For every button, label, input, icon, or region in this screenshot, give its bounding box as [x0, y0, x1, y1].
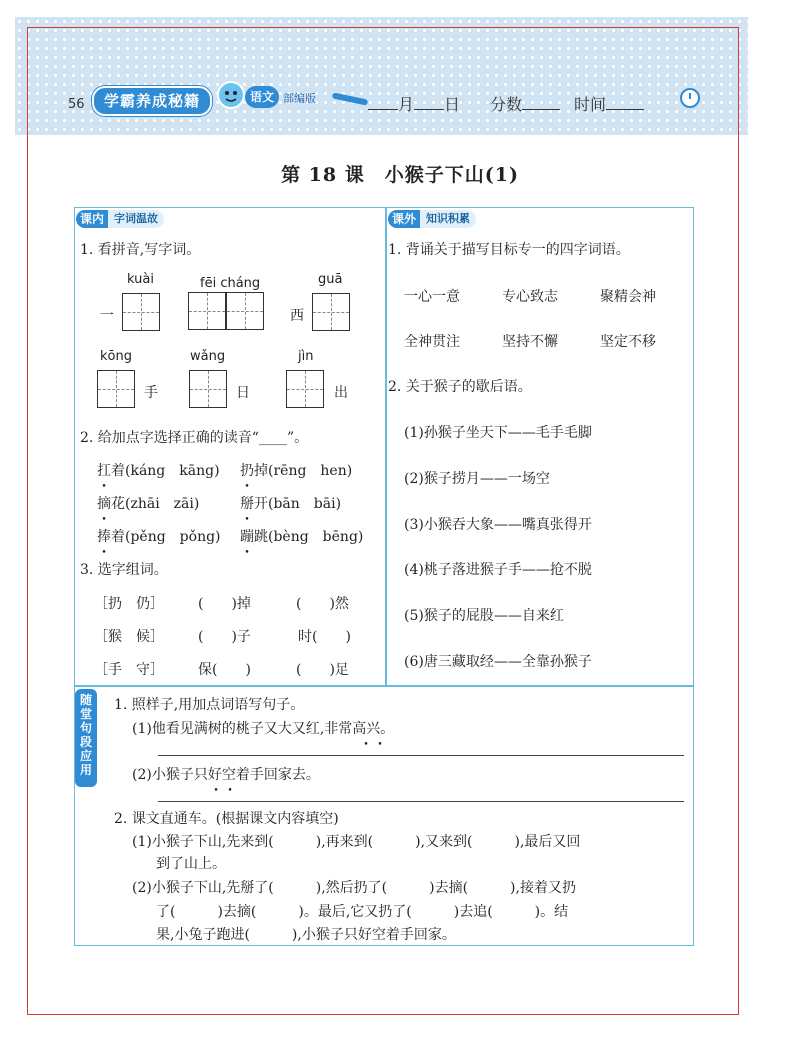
pinyin-5: wǎng — [190, 349, 226, 364]
saying-3: (3)小猴吞大象——嘴真张得开 — [404, 517, 592, 533]
tian-grid-7[interactable] — [286, 370, 324, 408]
tian-grid-2[interactable] — [188, 292, 226, 330]
date-score-fields — [368, 92, 644, 115]
saying-2: (2)猴子捞月——一场空 — [404, 471, 550, 487]
right-q2: 2. 关于猴子的歇后语。 — [388, 379, 532, 395]
subject-badge: 语文 — [245, 86, 279, 108]
mascot-icon — [216, 80, 246, 110]
q3-row3-a[interactable]: 保( ) — [198, 662, 251, 678]
q2-row3-b[interactable]: 蹦跳(bèng bēng) — [240, 529, 364, 545]
idiom-3: 聚精会神 — [600, 289, 656, 305]
bottom-section-tag: 随 堂 句 段 应 用 — [75, 689, 97, 787]
pinyin-4: kōng — [100, 349, 132, 364]
char-ri: 日 — [236, 385, 250, 401]
bottom-q1-item1: (1)他看见满树的桃子又大又红,非常高兴。 — [132, 721, 395, 737]
q3-row2-a[interactable]: ( )子 — [198, 629, 251, 645]
bottom-q1-item2: (2)小猴子只好空着手回家去。 — [132, 767, 320, 783]
lesson-title: 第 18 课 小猴子下山(1) — [281, 164, 519, 186]
bottom-q2-line5[interactable]: 果,小兔子跑进( ),小猴子只好空着手回家。 — [156, 927, 456, 943]
idiom-1: 一心一意 — [404, 289, 460, 305]
answer-line-1[interactable] — [158, 755, 684, 756]
q2-row1-b[interactable]: 扔掉(rēng hen) — [240, 463, 353, 479]
edition-label: 部编版 — [283, 92, 316, 105]
page-number: 56 — [68, 97, 85, 112]
clock-icon — [680, 88, 700, 108]
idiom-4: 全神贯注 — [404, 334, 460, 350]
char-chu: 出 — [334, 385, 348, 401]
saying-5: (5)猴子的屁股——自来红 — [404, 608, 564, 624]
bottom-q1: 1. 照样子,用加点词语写句子。 — [114, 697, 305, 713]
answer-line-2[interactable] — [158, 801, 684, 802]
q2-row3-a[interactable]: 捧着(pěng pǒng) — [97, 529, 221, 545]
q3-row1-pair: ［扔 仍］ — [94, 596, 164, 612]
tian-grid-3[interactable] — [226, 292, 264, 330]
q3-row3-pair: ［手 守］ — [94, 662, 164, 678]
q2-row2-a[interactable]: 摘花(zhāi zāi) — [97, 496, 200, 512]
q3-row2-b[interactable]: 时( ) — [298, 629, 351, 645]
left-q2: 2. 给加点字选择正确的读音“____”。 — [80, 430, 309, 446]
q3-row3-b[interactable]: ( )足 — [296, 662, 349, 678]
saying-4: (4)桃子落进猴子手——抢不脱 — [404, 562, 592, 578]
score-blank[interactable] — [522, 95, 560, 110]
q3-row1-a[interactable]: ( )掉 — [198, 596, 251, 612]
right-section-tag: 课外 知识积累 — [388, 210, 476, 228]
day-blank[interactable] — [414, 95, 444, 110]
tian-grid-5[interactable] — [97, 370, 135, 408]
bottom-q2-line2: 到了山上。 — [156, 856, 226, 872]
left-q3: 3. 选字组词。 — [80, 562, 168, 578]
score-label: 分数 — [490, 95, 523, 114]
time-blank[interactable] — [606, 95, 644, 110]
bottom-q2-line4[interactable]: 了( )去摘( )。最后,它又扔了( )去追( )。结 — [156, 904, 569, 920]
char-yi: 一 — [100, 308, 114, 324]
day-label: 日 — [444, 95, 461, 114]
pinyin-3: guā — [318, 272, 343, 287]
pinyin-1: kuài — [127, 272, 154, 287]
saying-1: (1)孙猴子坐天下——毛手毛脚 — [404, 425, 592, 441]
month-blank[interactable] — [368, 95, 398, 110]
pinyin-2: fēi cháng — [200, 276, 261, 291]
month-label: 月 — [398, 95, 415, 114]
q2-row1-a[interactable]: 扛着(káng kāng) — [97, 463, 220, 479]
char-shou: 手 — [144, 385, 158, 401]
left-q1: 1. 看拼音,写字词。 — [80, 242, 201, 258]
tian-grid-6[interactable] — [189, 370, 227, 408]
time-label: 时间 — [574, 95, 607, 114]
tian-grid-1[interactable] — [122, 293, 160, 331]
series-badge: 学霸养成秘籍 — [92, 86, 212, 116]
q3-row1-b[interactable]: ( )然 — [296, 596, 349, 612]
idiom-2: 专心致志 — [502, 289, 558, 305]
idiom-5: 坚持不懈 — [502, 334, 558, 350]
tian-grid-4[interactable] — [312, 293, 350, 331]
bottom-q2-line1[interactable]: (1)小猴子下山,先来到( ),再来到( ),又来到( ),最后又回 — [132, 834, 581, 850]
right-q1: 1. 背诵关于描写目标专一的四字词语。 — [388, 242, 630, 258]
saying-6: (6)唐三藏取经——全靠孙猴子 — [404, 654, 592, 670]
idiom-6: 坚定不移 — [600, 334, 656, 350]
q3-row2-pair: ［猴 候］ — [94, 629, 164, 645]
char-xi: 西 — [290, 308, 304, 324]
left-section-tag: 课内 字词温故 — [76, 210, 164, 228]
q2-row2-b[interactable]: 掰开(bān bāi) — [240, 496, 342, 512]
pinyin-6: jìn — [298, 349, 314, 364]
bottom-q2-line3[interactable]: (2)小猴子下山,先掰了( ),然后扔了( )去摘( ),接着又扔 — [132, 880, 576, 896]
bottom-q2: 2. 课文直通车。(根据课文内容填空) — [114, 811, 339, 827]
